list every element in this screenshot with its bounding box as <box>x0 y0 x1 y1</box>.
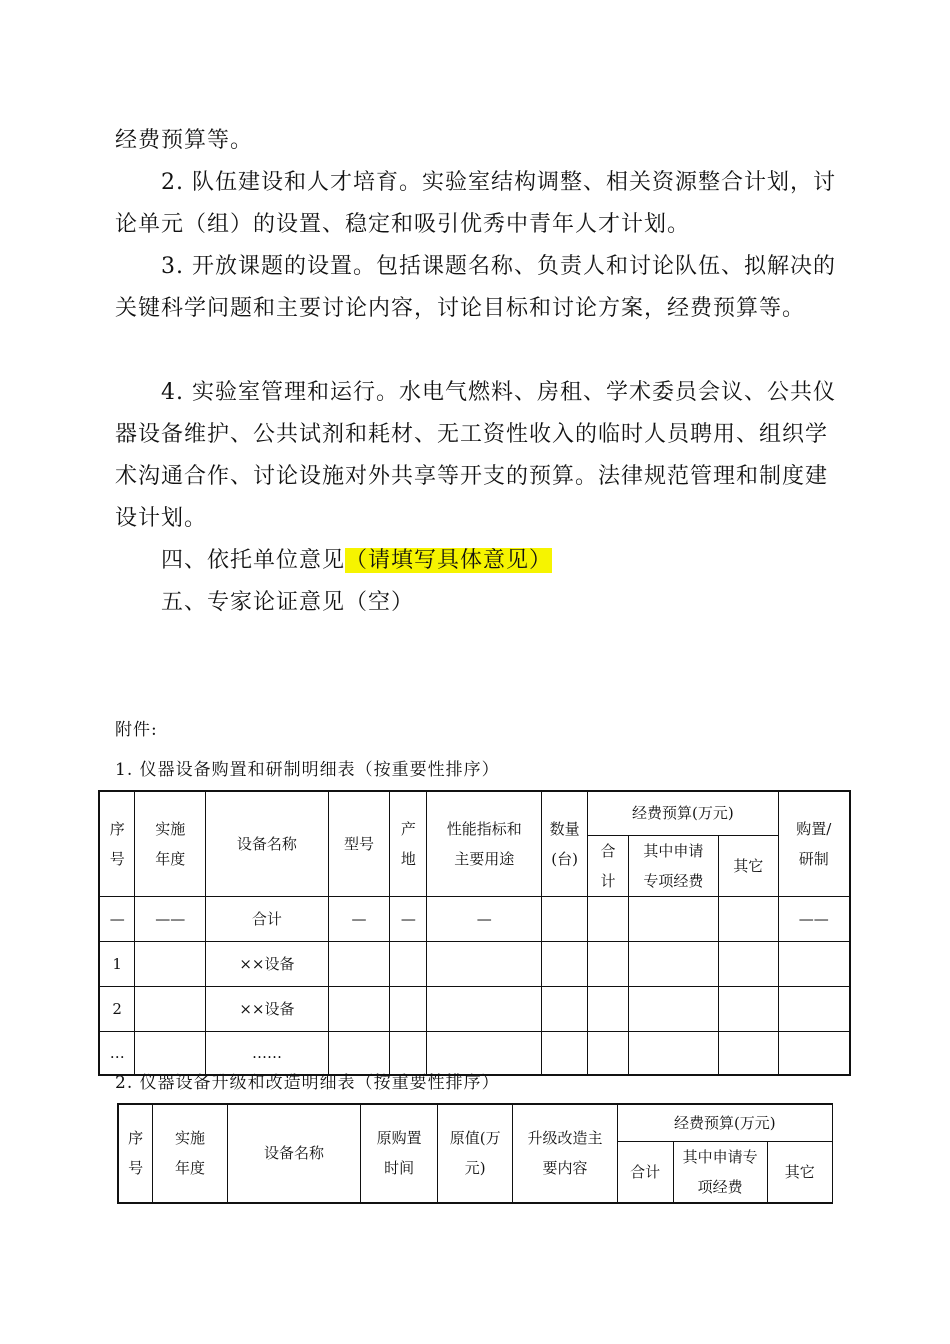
paragraph-open-topics: 3. 开放课题的设置。包括课题名称、负责人和讨论队伍、拟解决的关键科学问题和主要讨论内容，讨论目标和讨论方案，经费预算等。 <box>115 254 836 321</box>
cell <box>628 941 718 986</box>
cell <box>390 986 427 1031</box>
paragraph-team-building: 2. 队伍建设和人才培育。实验室结构调整、相关资源整合计划，讨论单元（组）的设置、稳定和吸引优秀中青年人才计划。 <box>115 170 836 237</box>
cell <box>542 941 588 986</box>
equipment-purchase-table <box>98 790 851 1076</box>
cell <box>628 896 718 941</box>
header-type: 购置/研制 <box>778 791 850 896</box>
cell: … <box>99 1031 135 1075</box>
cell: — <box>99 896 135 941</box>
cell <box>542 986 588 1031</box>
cell <box>390 941 427 986</box>
cell: ××设备 <box>206 941 328 986</box>
header-name: 设备名称 <box>227 1104 361 1203</box>
header-origin: 产地 <box>390 791 427 896</box>
table-row <box>99 941 850 986</box>
header-other: 其它 <box>767 1141 832 1203</box>
header-special: 其中申请专项经费 <box>628 835 718 896</box>
cell: —— <box>135 896 206 941</box>
cell: —— <box>778 896 850 941</box>
cell: 2 <box>99 986 135 1031</box>
cell <box>778 1031 850 1075</box>
header-year: 实施年度 <box>153 1104 228 1203</box>
header-qty: 数量(台) <box>542 791 588 896</box>
header-orig-value: 原值(万元) <box>437 1104 513 1203</box>
table-row <box>99 986 850 1031</box>
header-total: 合计 <box>617 1141 673 1203</box>
cell <box>427 986 542 1031</box>
table2-title: 2. 仪器设备升级和改造明细表（按重要性排序） <box>115 1073 500 1093</box>
header-budget: 经费预算(万元) <box>617 1104 832 1141</box>
header-seq: 序号 <box>99 791 135 896</box>
header-year: 实施年度 <box>135 791 206 896</box>
paragraph-unit-opinion <box>115 540 840 582</box>
header-name: 设备名称 <box>206 791 328 896</box>
highlighted-instruction: （请填写具体意见） <box>345 548 553 573</box>
equipment-upgrade-table <box>117 1103 833 1204</box>
cell: 1 <box>99 941 135 986</box>
cell <box>588 896 629 941</box>
header-orig-time: 原购置时间 <box>361 1104 438 1203</box>
cell <box>328 986 390 1031</box>
table1-title: 1. 仪器设备购置和研制明细表（按重要性排序） <box>115 760 500 780</box>
cell: …… <box>206 1031 328 1075</box>
cell <box>427 941 542 986</box>
unit-opinion-label: 四、依托单位意见 <box>161 548 346 573</box>
cell: — <box>390 896 427 941</box>
cell: ××设备 <box>206 986 328 1031</box>
header-spec: 性能指标和主要用途 <box>427 791 542 896</box>
paragraph-budget-end: 经费预算等。 <box>115 128 254 153</box>
cell <box>718 896 778 941</box>
cell <box>778 941 850 986</box>
cell: 合计 <box>206 896 328 941</box>
cell <box>135 986 206 1031</box>
attachment-label: 附件: <box>115 720 158 740</box>
header-special: 其中申请专项经费 <box>673 1141 767 1203</box>
cell <box>778 986 850 1031</box>
header-budget: 经费预算(万元) <box>588 791 779 835</box>
cell <box>328 941 390 986</box>
cell <box>628 986 718 1031</box>
cell <box>718 986 778 1031</box>
paragraph-expert-opinion: 五、专家论证意见（空） <box>161 590 415 615</box>
cell: — <box>328 896 390 941</box>
header-seq: 序号 <box>118 1104 153 1203</box>
paragraph-lab-management: 4. 实验室管理和运行。水电气燃料、房租、学术委员会议、公共仪器设备维护、公共试剂和耗材、无工资性收入的临时人员聘用、组织学术沟通合作、讨论设施对外共享等开支的预算。法律规范管理和制度建设计划。 <box>115 380 836 531</box>
table-row <box>99 896 850 941</box>
header-model: 型号 <box>328 791 390 896</box>
cell <box>542 896 588 941</box>
header-content: 升级改造主要内容 <box>513 1104 617 1203</box>
cell <box>588 941 629 986</box>
cell <box>718 1031 778 1075</box>
cell <box>588 986 629 1031</box>
cell <box>718 941 778 986</box>
cell <box>135 941 206 986</box>
cell <box>542 1031 588 1075</box>
cell: — <box>427 896 542 941</box>
header-total: 合计 <box>588 835 629 896</box>
cell <box>628 1031 718 1075</box>
cell <box>588 1031 629 1075</box>
header-other: 其它 <box>718 835 778 896</box>
